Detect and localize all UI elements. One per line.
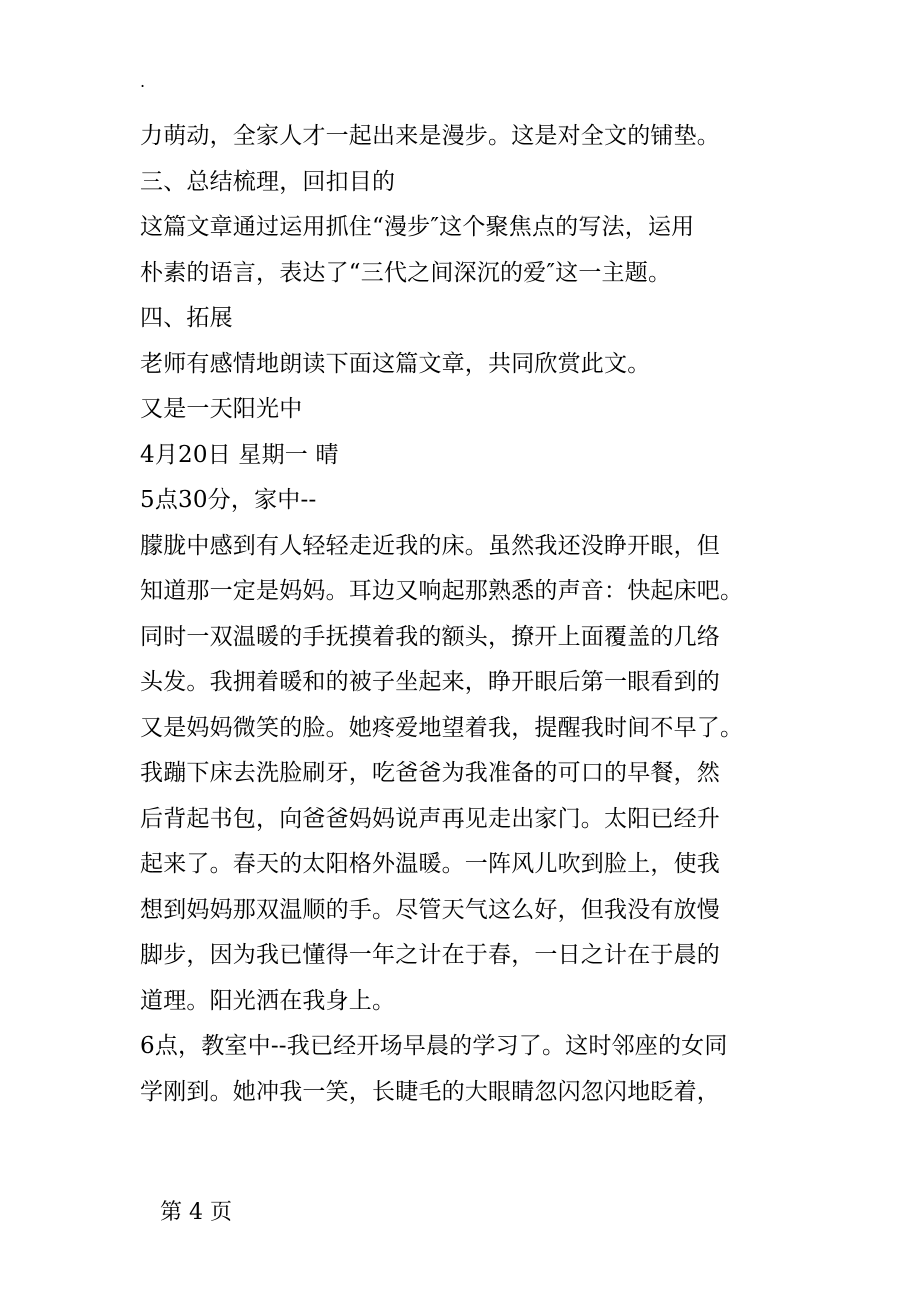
text-line: 同时一双温暖的手抚摸着我的额头，撩开上面覆盖的几络 — [140, 623, 720, 650]
section-heading: 四、拓展 — [140, 305, 233, 331]
diary-time-line: 6点，教室中--我已经开场早晨的学习了。这时邻座的女同 — [140, 1033, 728, 1059]
text-line: 力萌动，全家人才一起出来是漫步。这是对全文的铺垫。 — [140, 123, 720, 149]
text-line: 脚步，因为我已懂得一年之计在于春，一日之计在于晨的 — [140, 942, 720, 968]
text-line: 想到妈妈那双温顺的手。尽管天气这么好，但我没有放慢 — [140, 896, 720, 923]
header-marker: . — [140, 72, 146, 91]
body-text — [140, 114, 790, 1115]
text-line: 我蹦下床去洗脸刷牙，吃爸爸为我准备的可口的早餐，然 — [140, 760, 720, 786]
text-line: 头发。我拥着暖和的被子坐起来，睁开眼后第一眼看到的 — [140, 669, 720, 695]
diary-date: 4月20日 星期一 晴 — [140, 441, 339, 468]
text-line: 知道那一定是妈妈。耳边又响起那熟悉的声音：快起床吧。 — [140, 578, 744, 604]
text-line: 老师有感情地朗读下面这篇文章，共同欣赏此文。 — [140, 350, 651, 377]
text-line: 朴素的语言，表达了“三代之间深沉的爱″这一主题。 — [140, 259, 672, 286]
text-line: 朦胧中感到有人轻轻走近我的床。虽然我还没睁开眼，但 — [140, 532, 720, 559]
text-line: 又是妈妈微笑的脸。她疼爱地望着我，提醒我时间不早了。 — [140, 714, 744, 741]
text-line: 学刚到。她冲我一笑，长睫毛的大眼睛忽闪忽闪地眨着， — [140, 1078, 720, 1105]
diary-time: 5点30分，家中-- — [140, 487, 317, 513]
essay-title: 又是一天阳光中 — [140, 396, 303, 422]
page-number: 第 4 页 — [160, 1200, 232, 1225]
text-line: 起来了。春天的太阳格外温暖。一阵风儿吹到脸上，使我 — [140, 851, 720, 877]
text-line: 道理。阳光洒在我身上。 — [140, 987, 396, 1014]
text-line: 后背起书包，向爸爸妈妈说声再见走出家门。太阳已经升 — [140, 805, 720, 832]
text-line: 这篇文章通过运用抓住“漫步″这个聚焦点的写法，运用 — [140, 214, 695, 240]
section-heading: 三、总结梳理，回扣目的 — [140, 168, 396, 195]
